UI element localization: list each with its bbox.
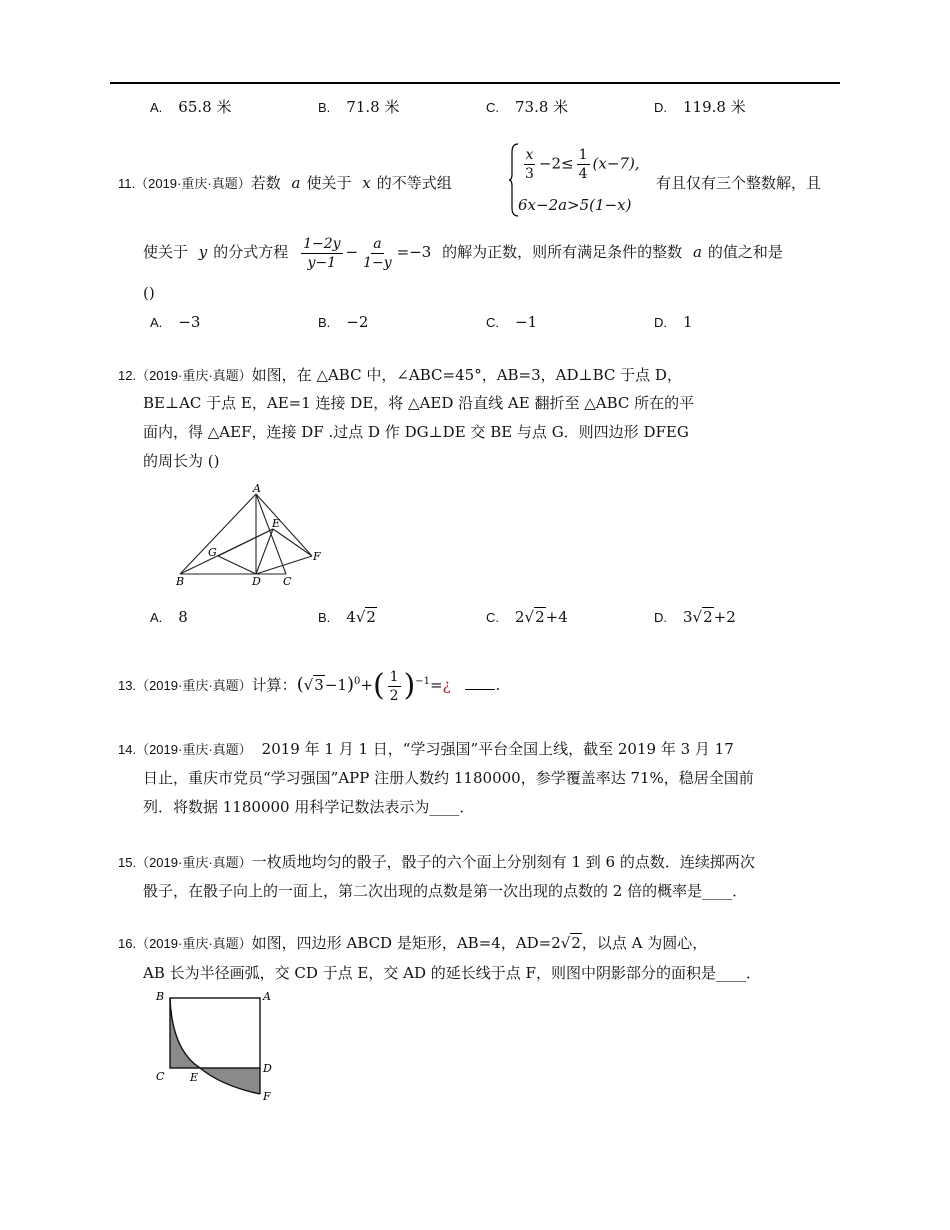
q11-option-c: C. −1 (486, 313, 538, 331)
q16-label-c: C (156, 1070, 165, 1083)
q13-line: 13.（2019·重庆·真题）计算：$(√3-1)^0+$( $\frac{1}{2}$ )$^{-1}$=¿ . (118, 668, 501, 704)
q16-label-b: B (156, 990, 165, 1003)
q12-label-d: D (252, 575, 261, 588)
q12-seg-ef (273, 529, 312, 556)
q14-line3: 列．将数据 1180000 用科学记数法表示为____． (143, 798, 475, 816)
q12-option-b: B. 4√2 (318, 608, 376, 626)
q12-label-a: A (253, 482, 261, 495)
q10-option-d: D. 119.8 米 (654, 98, 746, 116)
q16-label-d: D (263, 1062, 272, 1075)
q10-option-a: A. 65.8 米 (150, 98, 232, 116)
q12-line4: 的周长为 () (143, 452, 220, 470)
q12-line1: 12.（2019·重庆·真题）如图，在 △ABC 中，∠ABC=45°，AB=3，AD⊥BC 于点 D， (118, 366, 682, 384)
q12-figure (170, 482, 330, 592)
q12-label-b: B (176, 575, 185, 588)
q12-label-e: E (272, 517, 281, 530)
q10-option-c: C. 73.8 米 (486, 98, 569, 116)
q12-seg-ab (180, 494, 256, 574)
q10-option-b: B. 71.8 米 (318, 98, 400, 116)
q16-figure (150, 988, 280, 1104)
q11-option-b: B. −2 (318, 313, 369, 331)
q12-label-g: G (208, 546, 217, 559)
q11-inequality-2: 6x−2a>5(1−x) (518, 196, 632, 214)
q13-answer-blank (465, 675, 495, 690)
q15-line1: 15.（2019·重庆·真题）一枚质地均匀的骰子，骰子的六个面上分别刻有 1 到 6 的点数．连续掷两次 (118, 853, 755, 871)
q16-shaded-region-right (200, 1068, 260, 1094)
q12-seg-df (256, 556, 312, 574)
q11-option-d: D. 1 (654, 313, 693, 331)
q11-line1-right: 有且仅有三个整数解，且 (656, 174, 822, 192)
q12-option-d: D. 3√2+2 (654, 608, 736, 626)
q16-label-f: F (263, 1090, 271, 1103)
q12-line3: 面内，得 △AEF，连接 DF .过点 D 作 DG⊥DE 交 BE 与点 G．则四边形 DFEG (143, 423, 689, 441)
q15-line2: 骰子，在骰子向上的一面上，第二次出现的点数是第一次出现的点数的 2 倍的概率是____． (143, 882, 748, 900)
q12-option-a: A. 8 (150, 608, 188, 626)
q16-shaded-region-left (170, 998, 200, 1068)
q16-label-e: E (190, 1071, 199, 1084)
q12-label-f: F (313, 550, 321, 563)
top-rule (110, 82, 840, 84)
q12-label-c: C (283, 575, 292, 588)
q11-paren: () (143, 284, 155, 302)
q14-line1: 14.（2019·重庆·真题） 2019 年 1 月 1 日，“学习强国”平台全国上线，截至 2019 年 3 月 17 (118, 740, 734, 758)
q16-line2: AB 长为半径画弧，交 CD 于点 E，交 AD 的延长线于点 F，则图中阴影部分的面积是____． (143, 964, 761, 982)
q11-option-a: A. −3 (150, 313, 201, 331)
q11-inequality-1: $\frac{x}{3}$ −2≤ $\frac{1}{4}$ (x−7), (525, 147, 640, 182)
q12-line2: BE⊥AC 于点 E，AE=1 连接 DE，将 △AED 沿直线 AE 翻折至 △ABC 所在的平 (143, 394, 695, 412)
q11-line1-left: 11.（2019·重庆·真题）若数 a 使关于 x 的不等式组 (118, 174, 452, 192)
q16-line1: 16.（2019·重庆·真题）如图，四边形 ABCD 是矩形，AB=4，AD=2√2，以点 A 为圆心， (118, 934, 708, 952)
q12-seg-dg (218, 556, 256, 574)
q14-line2: 日止，重庆市党员“学习强国”APP 注册人数约 1180000，参学覆盖率达 71%，稳居全国前 (143, 769, 754, 787)
q12-seg-af (256, 494, 312, 556)
q12-option-c: C. 2√2+4 (486, 608, 568, 626)
q16-label-a: A (263, 990, 271, 1003)
q11-line2: 使关于 y 的分式方程 $\frac{1-2y}{y-1}$ − $\frac{a}{1-y}$ =−3 的解为正数，则所有满足条件的整数 a 的值之和是 (143, 235, 783, 271)
